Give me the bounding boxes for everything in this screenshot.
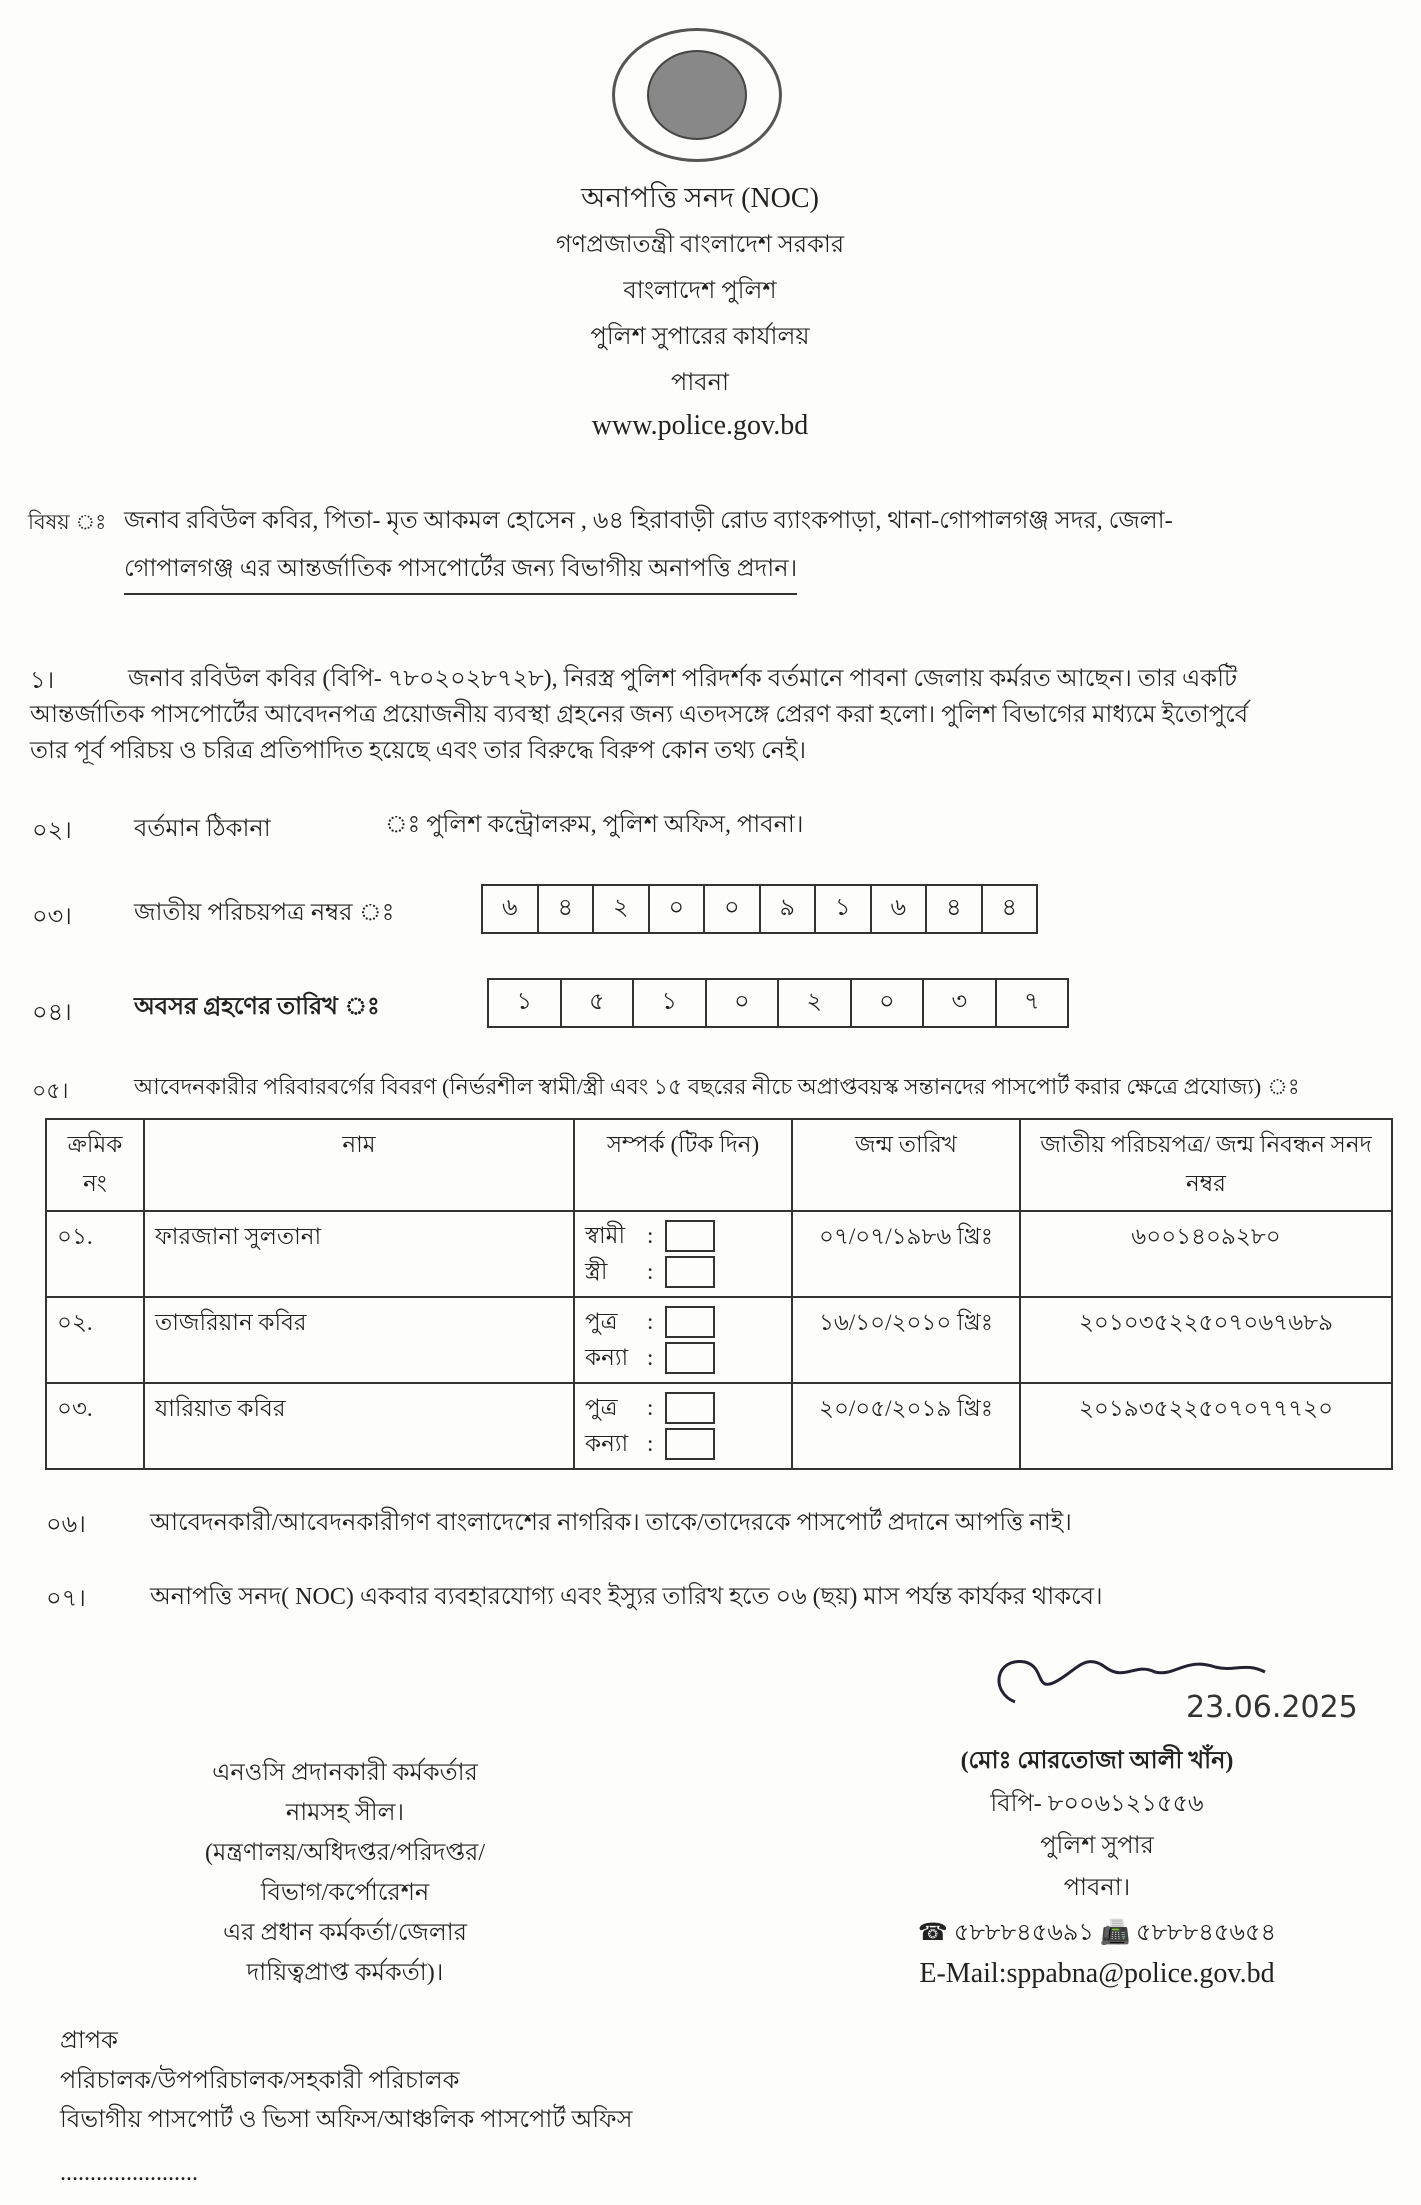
digit-box: ৪ (927, 886, 983, 932)
item-number: ০৩। (32, 904, 72, 930)
col-dob: জন্ম তারিখ (792, 1119, 1020, 1211)
phone-number: ৫৮৮৮৪৫৬৯১ (953, 1920, 1095, 1946)
address-value: ঃ পুলিশ কন্ট্রোলরুম, পুলিশ অফিস, পাবনা। (385, 812, 804, 838)
paragraph-line: আন্তর্জাতিক পাসপোর্টের আবেদনপত্র প্রয়োজনীয় ব্যবস্থা গ্রহনের জন্য এতদসঙ্গে প্রেরণ করা হলো। পুলিশ বিভাগের মাধ্যমে ইতোপুর্বে (30, 702, 1249, 728)
table-header-row (46, 1119, 1392, 1211)
digit-box: ৪ (1001, 895, 1018, 921)
seal-instruction-line: বিভাগ/কর্পোরেশন (260, 1880, 430, 1906)
family-details-heading: আবেদনকারীর পরিবারবর্গের বিবরণ (নির্ভরশীল স্বামী/স্ত্রী এবং ১৫ বছরের নীচে অপ্রাপ্তবয়স্ক সন্তানদের পাসপোর্ট করার ক্ষেত্রে প্রযোজ্য) ঃ (134, 1074, 1300, 1099)
relation-cell: পুত্র : কন্যা : (574, 1297, 792, 1383)
item-number: ০৬। (46, 1512, 86, 1538)
address-label: বর্তমান ঠিকানা (134, 816, 271, 842)
relation-label: স্বামী (585, 1222, 626, 1248)
relation-label: কন্যা (585, 1344, 629, 1370)
email: E-Mail:sppabna@police.gov.bd (919, 1958, 1275, 1989)
paragraph-line: জনাব রবিউল কবির (বিপি- ৭৮০২০২৮৭২৮), নিরস্ত্র পুলিশ পরিদর্শক বর্তমানে পাবনা জেলায় কর্মরত আছেন। তার একটি (128, 666, 1238, 692)
government-seal (612, 28, 782, 162)
digit-box: ১ (634, 980, 707, 1026)
relation-label: স্ত্রী (585, 1258, 608, 1284)
nid-label: জাতীয় পরিচয়পত্র নম্বর ঃ (134, 900, 395, 926)
relation-label: পুত্র (585, 1308, 618, 1334)
nid-digit-boxes (481, 884, 1038, 934)
header-line: বাংলাদেশ পুলিশ (623, 278, 777, 304)
digit-box: ৯ (761, 886, 817, 932)
table-row (46, 1297, 1392, 1383)
table-row (46, 1383, 1392, 1469)
dob: ১৬/১০/২০১০ খ্রিঃ (792, 1297, 1020, 1383)
phone-icon: ☎ (917, 1920, 948, 1946)
dob: ০৭/০৭/১৯৮৬ খ্রিঃ (792, 1211, 1020, 1297)
contact-numbers (918, 1914, 1276, 1954)
digit-box: ০ (707, 980, 780, 1026)
header-line: গণপ্রজাতন্ত্রী বাংলাদেশ সরকার (555, 232, 845, 258)
subject-line: জনাব রবিউল কবির, পিতা- মৃত আকমল হোসেন , ৬৪ হিরাবাড়ী রোড ব্যাংকপাড়া, থানা-গোপালগঞ্জ সদর, জেলা- (124, 508, 1173, 534)
serial: ০১. (46, 1211, 144, 1297)
digit-box: ০ (705, 886, 761, 932)
officer-place: পাবনা। (1063, 1875, 1131, 1901)
relation-checkbox[interactable] (665, 1256, 715, 1288)
recipient-line: বিভাগীয় পাসপোর্ট ও ভিসা অফিস/আঞ্চলিক পাসপোর্ট অফিস (60, 2107, 633, 2133)
col-name: নাম (144, 1119, 574, 1211)
item-number: ০৫। (32, 1078, 69, 1103)
digit-box: ৭ (1023, 989, 1040, 1015)
relation-checkbox[interactable] (665, 1428, 715, 1460)
seal-instruction-line: নামসহ সীল। (285, 1800, 405, 1826)
relation-label: পুত্র (585, 1394, 618, 1420)
validity-statement: অনাপত্তি সনদ( NOC) একবার ব্যবহারযোগ্য এবং ইস্যুর তারিখ হতে ০৬ (ছয়) মাস পর্যন্ত কার্যকর থাকবে। (150, 1584, 1103, 1610)
relation-cell: স্বামী : স্ত্রী : (574, 1211, 792, 1297)
signature-date: 23.06.2025 (1186, 1690, 1358, 1725)
header-line: পাবনা (671, 370, 729, 396)
seal-instruction-line: (মন্ত্রণালয়/অধিদপ্তর/পরিদপ্তর/ (204, 1840, 486, 1866)
seal-instruction-line: দায়িত্বপ্রাপ্ত কর্মকর্তা)। (246, 1960, 444, 1986)
digit-box: ২ (779, 980, 852, 1026)
relation-checkbox[interactable] (665, 1342, 715, 1374)
retirement-label: অবসর গ্রহণের তারিখ ঃ (134, 994, 380, 1020)
digit-box: ৬ (872, 886, 928, 932)
digit-box: ৫ (562, 980, 635, 1026)
col-serial: ক্রমিক নং (46, 1119, 144, 1211)
recipient-label: প্রাপক (60, 2028, 118, 2054)
relation-checkbox[interactable] (665, 1306, 715, 1338)
serial: ০৩. (46, 1383, 144, 1469)
seal-instruction-line: এনওসি প্রদানকারী কর্মকর্তার (212, 1760, 478, 1786)
citizenship-statement: আবেদনকারী/আবেদনকারীগণ বাংলাদেশের নাগরিক। তাকে/তাদেরকে পাসপোর্ট প্রদানে আপত্তি নাই। (150, 1510, 1072, 1536)
subject-label: বিষয় ঃ (28, 510, 107, 534)
member-name: যারিয়াত কবির (144, 1383, 574, 1469)
relation-label: কন্যা (585, 1430, 629, 1456)
document-title: অনাপত্তি সনদ (NOC) (581, 183, 819, 214)
digit-box: ২ (594, 886, 650, 932)
serial: ০২. (46, 1297, 144, 1383)
digit-box: ৩ (924, 980, 997, 1026)
id-number: ২০১৯৩৫২২৫০৭০৭৭৭২০ (1020, 1383, 1392, 1469)
bangladesh-map-emblem (647, 50, 747, 140)
officer-name: (মোঃ মোরতোজা আলী খাঁন) (960, 1748, 1234, 1774)
member-name: ফারজানা সুলতানা (144, 1211, 574, 1297)
relation-checkbox[interactable] (665, 1392, 715, 1424)
paragraph-line: তার পূর্ব পরিচয় ও চরিত্র প্রতিপাদিত হয়েছে এবং তার বিরুদ্ধে বিরুপ কোন তথ্য নেই। (30, 738, 807, 764)
digit-box: ১ (489, 980, 562, 1026)
digit-box: ৬ (483, 886, 539, 932)
id-number: ২০১০৩৫২২৫০৭০৬৭৬৮৯ (1020, 1297, 1392, 1383)
digit-box: ০ (852, 980, 925, 1026)
id-number: ৬০০১৪০৯২৮০ (1020, 1211, 1392, 1297)
member-name: তাজরিয়ান কবির (144, 1297, 574, 1383)
recipient-line: পরিচালক/উপপরিচালক/সহকারী পরিচালক (60, 2068, 460, 2094)
col-relation: সম্পর্ক (টিক দিন) (574, 1119, 792, 1211)
relation-cell: পুত্র : কন্যা : (574, 1383, 792, 1469)
seal-instruction-line: এর প্রধান কর্মকর্তা/জেলার (223, 1920, 467, 1946)
family-table (45, 1118, 1393, 1470)
officer-designation: পুলিশ সুপার (1040, 1833, 1154, 1859)
officer-bp: বিপি- ৮০০৬১২১৫৫৬ (990, 1791, 1204, 1817)
item-number: ১। (30, 668, 55, 694)
col-id: জাতীয় পরিচয়পত্র/ জন্ম নিবন্ধন সনদ নম্বর (1020, 1119, 1392, 1211)
fax-number: ৫৮৮৮৪৫৬৫৪ (1135, 1920, 1277, 1946)
digit-box: ৪ (539, 886, 595, 932)
header-line: পুলিশ সুপারের কার্যালয় (590, 324, 810, 350)
relation-checkbox[interactable] (665, 1220, 715, 1252)
recipient-dots: ....................... (60, 2160, 198, 2186)
digit-box: ০ (650, 886, 706, 932)
retirement-date-boxes (487, 978, 1069, 1028)
item-number: ০২। (32, 818, 72, 844)
digit-box: ১ (816, 886, 872, 932)
website: www.police.gov.bd (591, 410, 809, 441)
fax-icon: 📠 (1100, 1920, 1130, 1946)
table-row (46, 1211, 1392, 1297)
item-number: ০৪। (32, 1000, 72, 1026)
item-number: ০৭। (46, 1586, 86, 1612)
subject-line: গোপালগঞ্জ এর আন্তর্জাতিক পাসপোর্টের জন্য বিভাগীয় অনাপত্তি প্রদান। (124, 550, 797, 595)
dob: ২০/০৫/২০১৯ খ্রিঃ (792, 1383, 1020, 1469)
